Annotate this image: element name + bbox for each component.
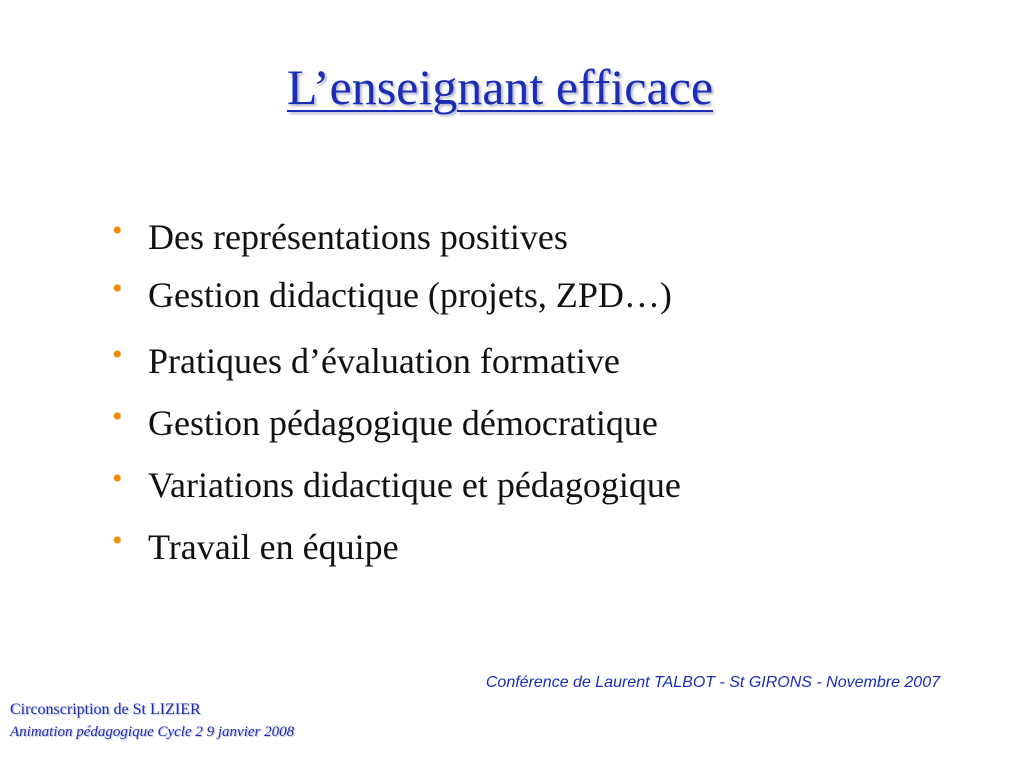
bullet-text: Variations didactique et pédagogique: [148, 465, 681, 505]
bullet-text: Gestion didactique (projets, ZPD…): [148, 275, 672, 315]
bullet-text: Travail en équipe: [148, 527, 399, 567]
bullet-text: Pratiques d’évaluation formative: [148, 341, 620, 381]
footer-circonscription: Circonscription de St LIZIER: [10, 701, 201, 718]
bullet-text: Des représentations positives: [148, 217, 568, 257]
bullet-icon: •: [112, 214, 123, 247]
bullet-text: Gestion pédagogique démocratique: [148, 403, 658, 443]
bullet-icon: •: [112, 400, 123, 433]
bullet-icon: •: [112, 524, 123, 557]
slide-title: L’enseignant efficace: [286, 59, 714, 115]
footer-animation: Animation pédagogique Cycle 2 9 janvier 2008: [10, 724, 295, 740]
bullet-icon: •: [112, 462, 123, 495]
bullet-icon: •: [112, 272, 123, 305]
conference-caption: Conférence de Laurent TALBOT - St GIRONS - Novembre 2007: [485, 674, 940, 691]
bullet-icon: •: [112, 338, 123, 371]
